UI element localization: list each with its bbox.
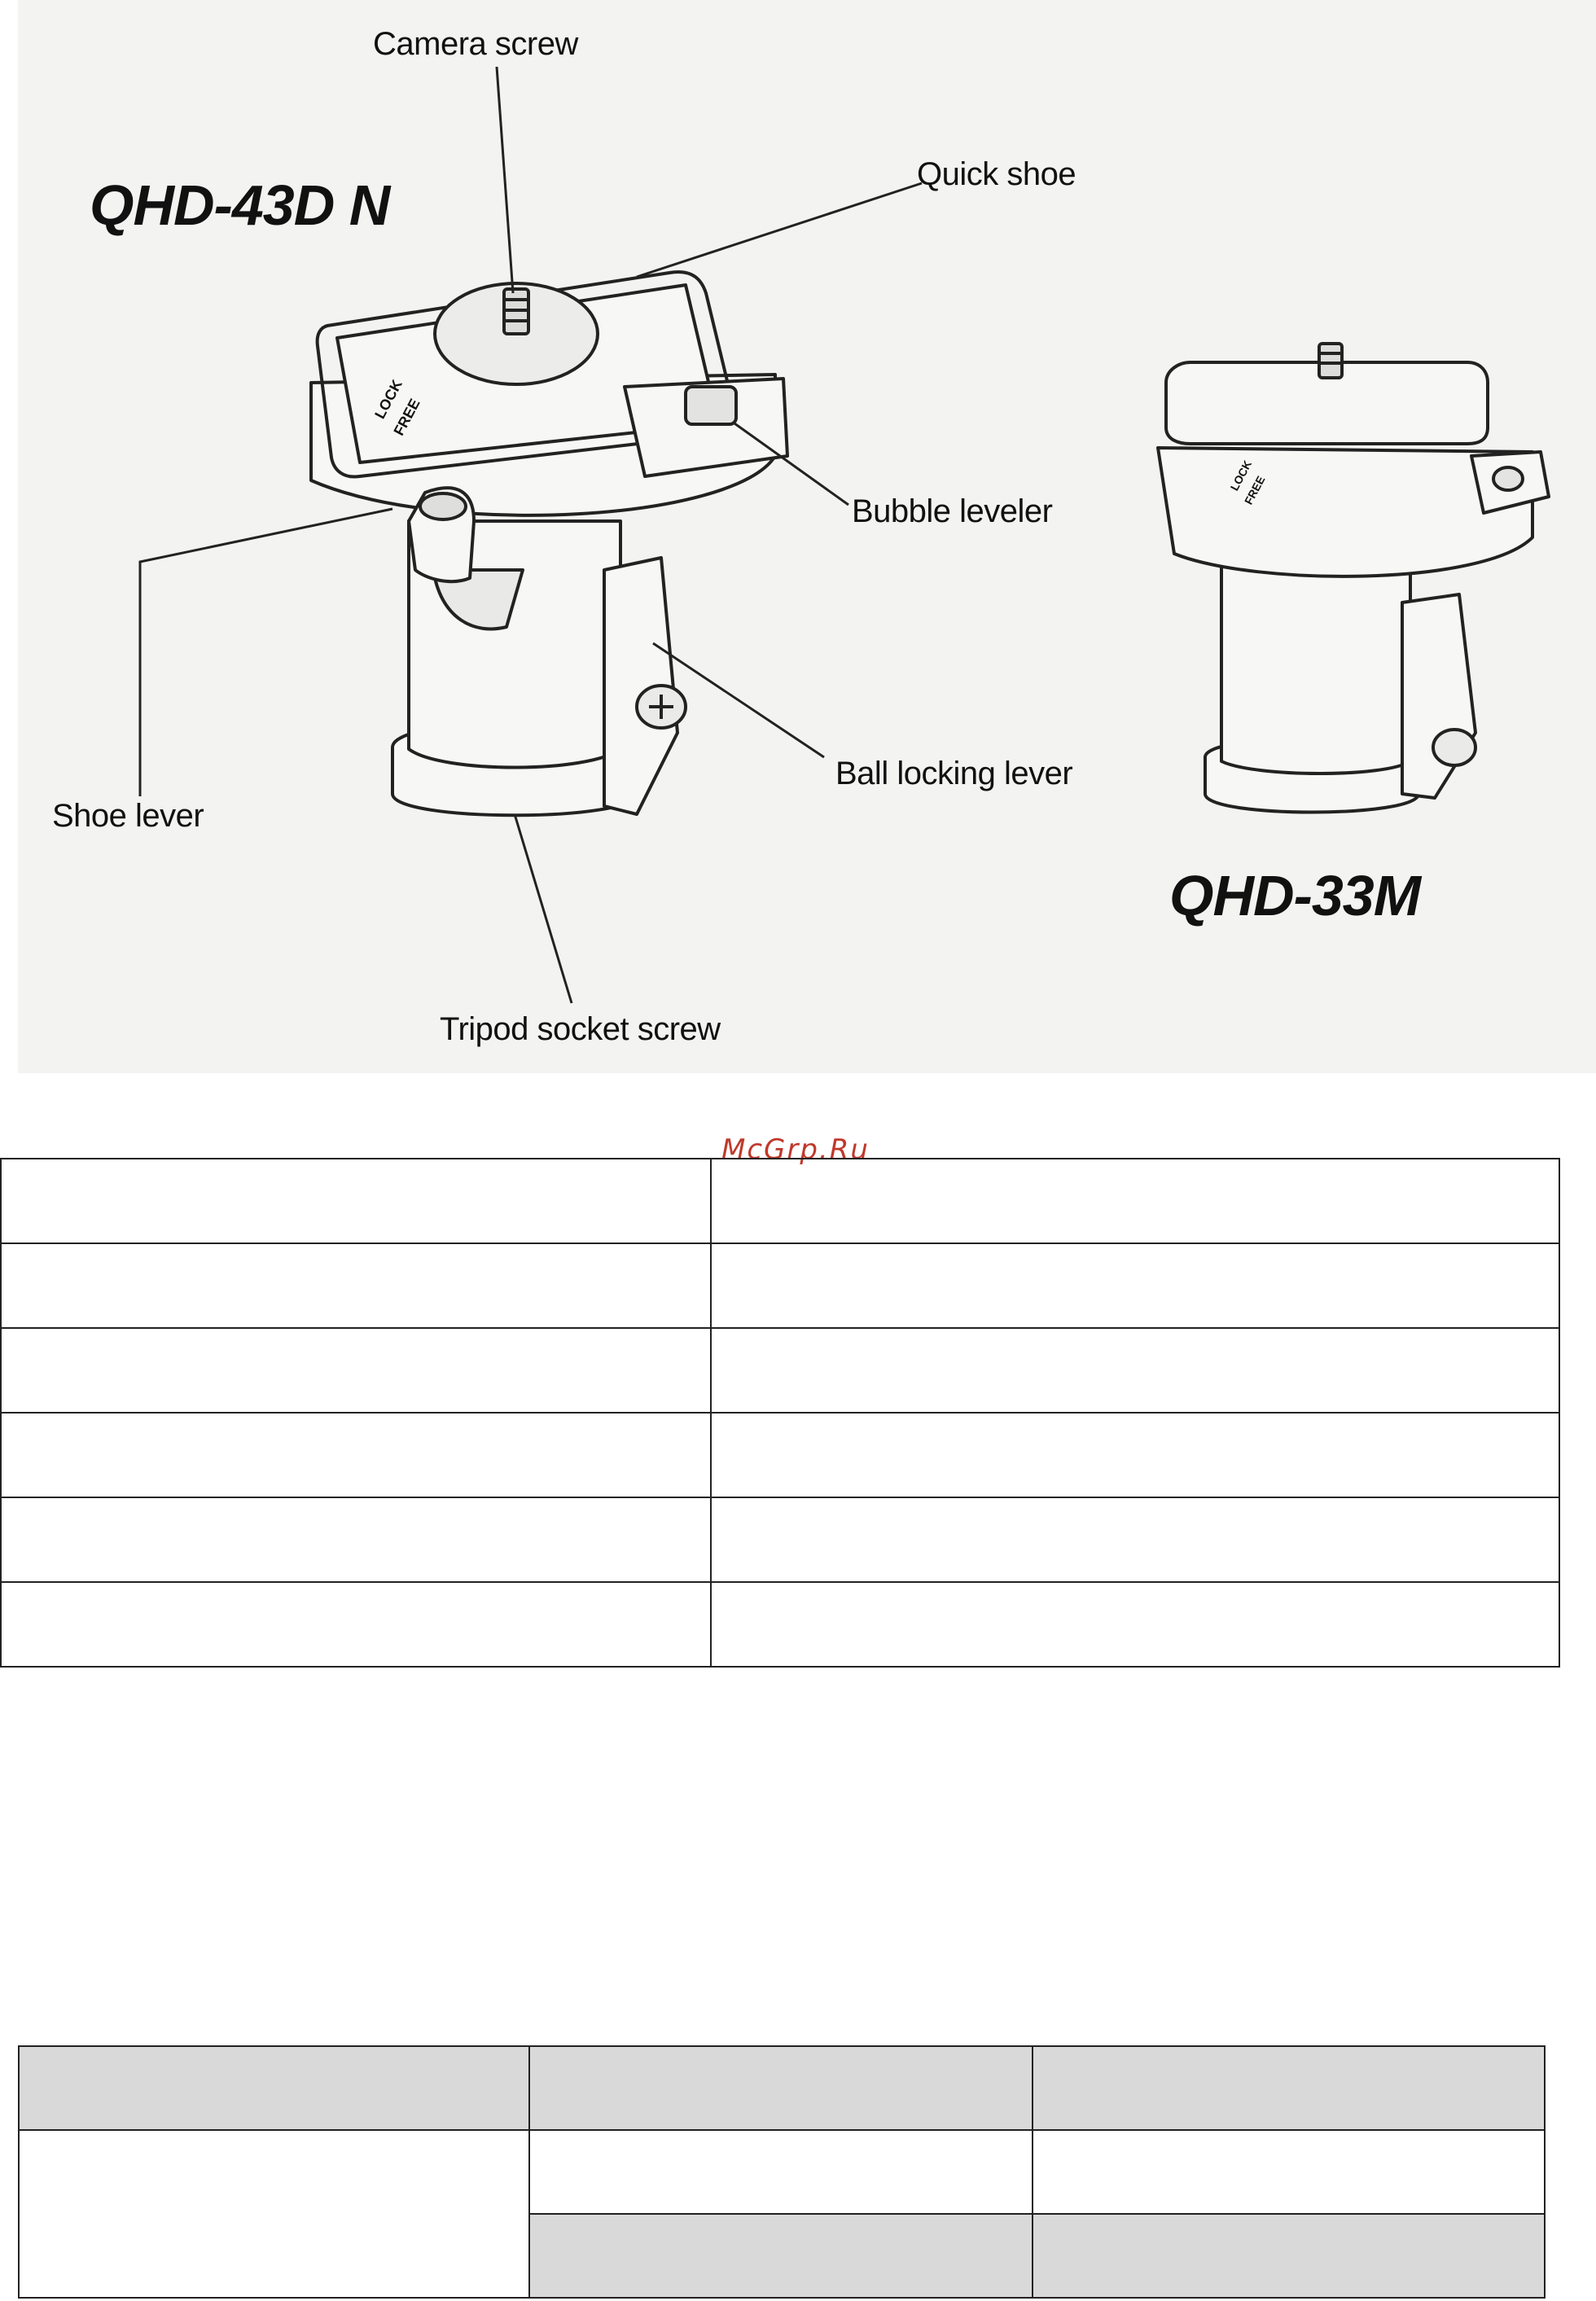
table-cell	[1, 1413, 711, 1497]
table-cell	[529, 2214, 1033, 2298]
label-tripod-socket-screw: Tripod socket screw	[440, 1011, 721, 1047]
table-cell	[1, 1243, 711, 1328]
watermark: McGrp.Ru	[721, 1133, 870, 1166]
specifications-table	[18, 2045, 1546, 2299]
table-cell	[1033, 2130, 1545, 2214]
right-ball-locking-lever	[1402, 594, 1475, 798]
right-camera-screw	[1319, 344, 1342, 378]
table-cell	[529, 2130, 1033, 2214]
label-camera-screw: Camera screw	[373, 26, 578, 62]
right-head-column	[1221, 562, 1410, 774]
table-row	[1, 1582, 1559, 1667]
model-title-qhd-43d-n: QHD-43D N	[90, 173, 390, 237]
lever-marking-free: FREE	[390, 396, 423, 439]
table-cell	[711, 1243, 1559, 1328]
table-row	[1, 1243, 1559, 1328]
label-ball-locking-lever: Ball locking lever	[835, 756, 1073, 791]
table-row	[1, 1159, 1559, 1243]
table-cell	[19, 2130, 529, 2298]
leader-camera-screw	[497, 67, 513, 293]
table-cell	[711, 1159, 1559, 1243]
table-row	[1, 1413, 1559, 1497]
lever-marking-lock: LOCK	[371, 377, 406, 422]
label-shoe-lever: Shoe lever	[52, 798, 204, 834]
lever-marking-lock-small: LOCK	[1227, 458, 1255, 493]
table-cell	[711, 1328, 1559, 1413]
table-header-cell	[529, 2046, 1033, 2130]
leader-quick-shoe	[637, 183, 922, 277]
table-header-row	[19, 2046, 1545, 2130]
leader-tripod-socket-screw	[515, 814, 572, 1003]
table-cell	[1, 1582, 711, 1667]
model-title-qhd-33m: QHD-33M	[1169, 864, 1421, 927]
table-row	[19, 2130, 1545, 2214]
table-cell	[711, 1497, 1559, 1582]
parts-table	[0, 1158, 1560, 1668]
label-bubble-leveler: Bubble leveler	[852, 493, 1053, 529]
lever-marking-free-small: FREE	[1241, 473, 1268, 507]
table-cell	[1, 1328, 711, 1413]
table-header-cell	[19, 2046, 529, 2130]
table-cell	[711, 1582, 1559, 1667]
table-cell	[1, 1159, 711, 1243]
leader-shoe-lever	[140, 509, 392, 796]
table-cell	[711, 1413, 1559, 1497]
product-diagram	[18, 0, 1596, 1073]
table-row	[1, 1328, 1559, 1413]
table-header-cell	[1033, 2046, 1545, 2130]
table-cell	[1033, 2214, 1545, 2298]
table-row	[1, 1497, 1559, 1582]
table-cell	[1, 1497, 711, 1582]
label-quick-shoe: Quick shoe	[917, 156, 1076, 192]
